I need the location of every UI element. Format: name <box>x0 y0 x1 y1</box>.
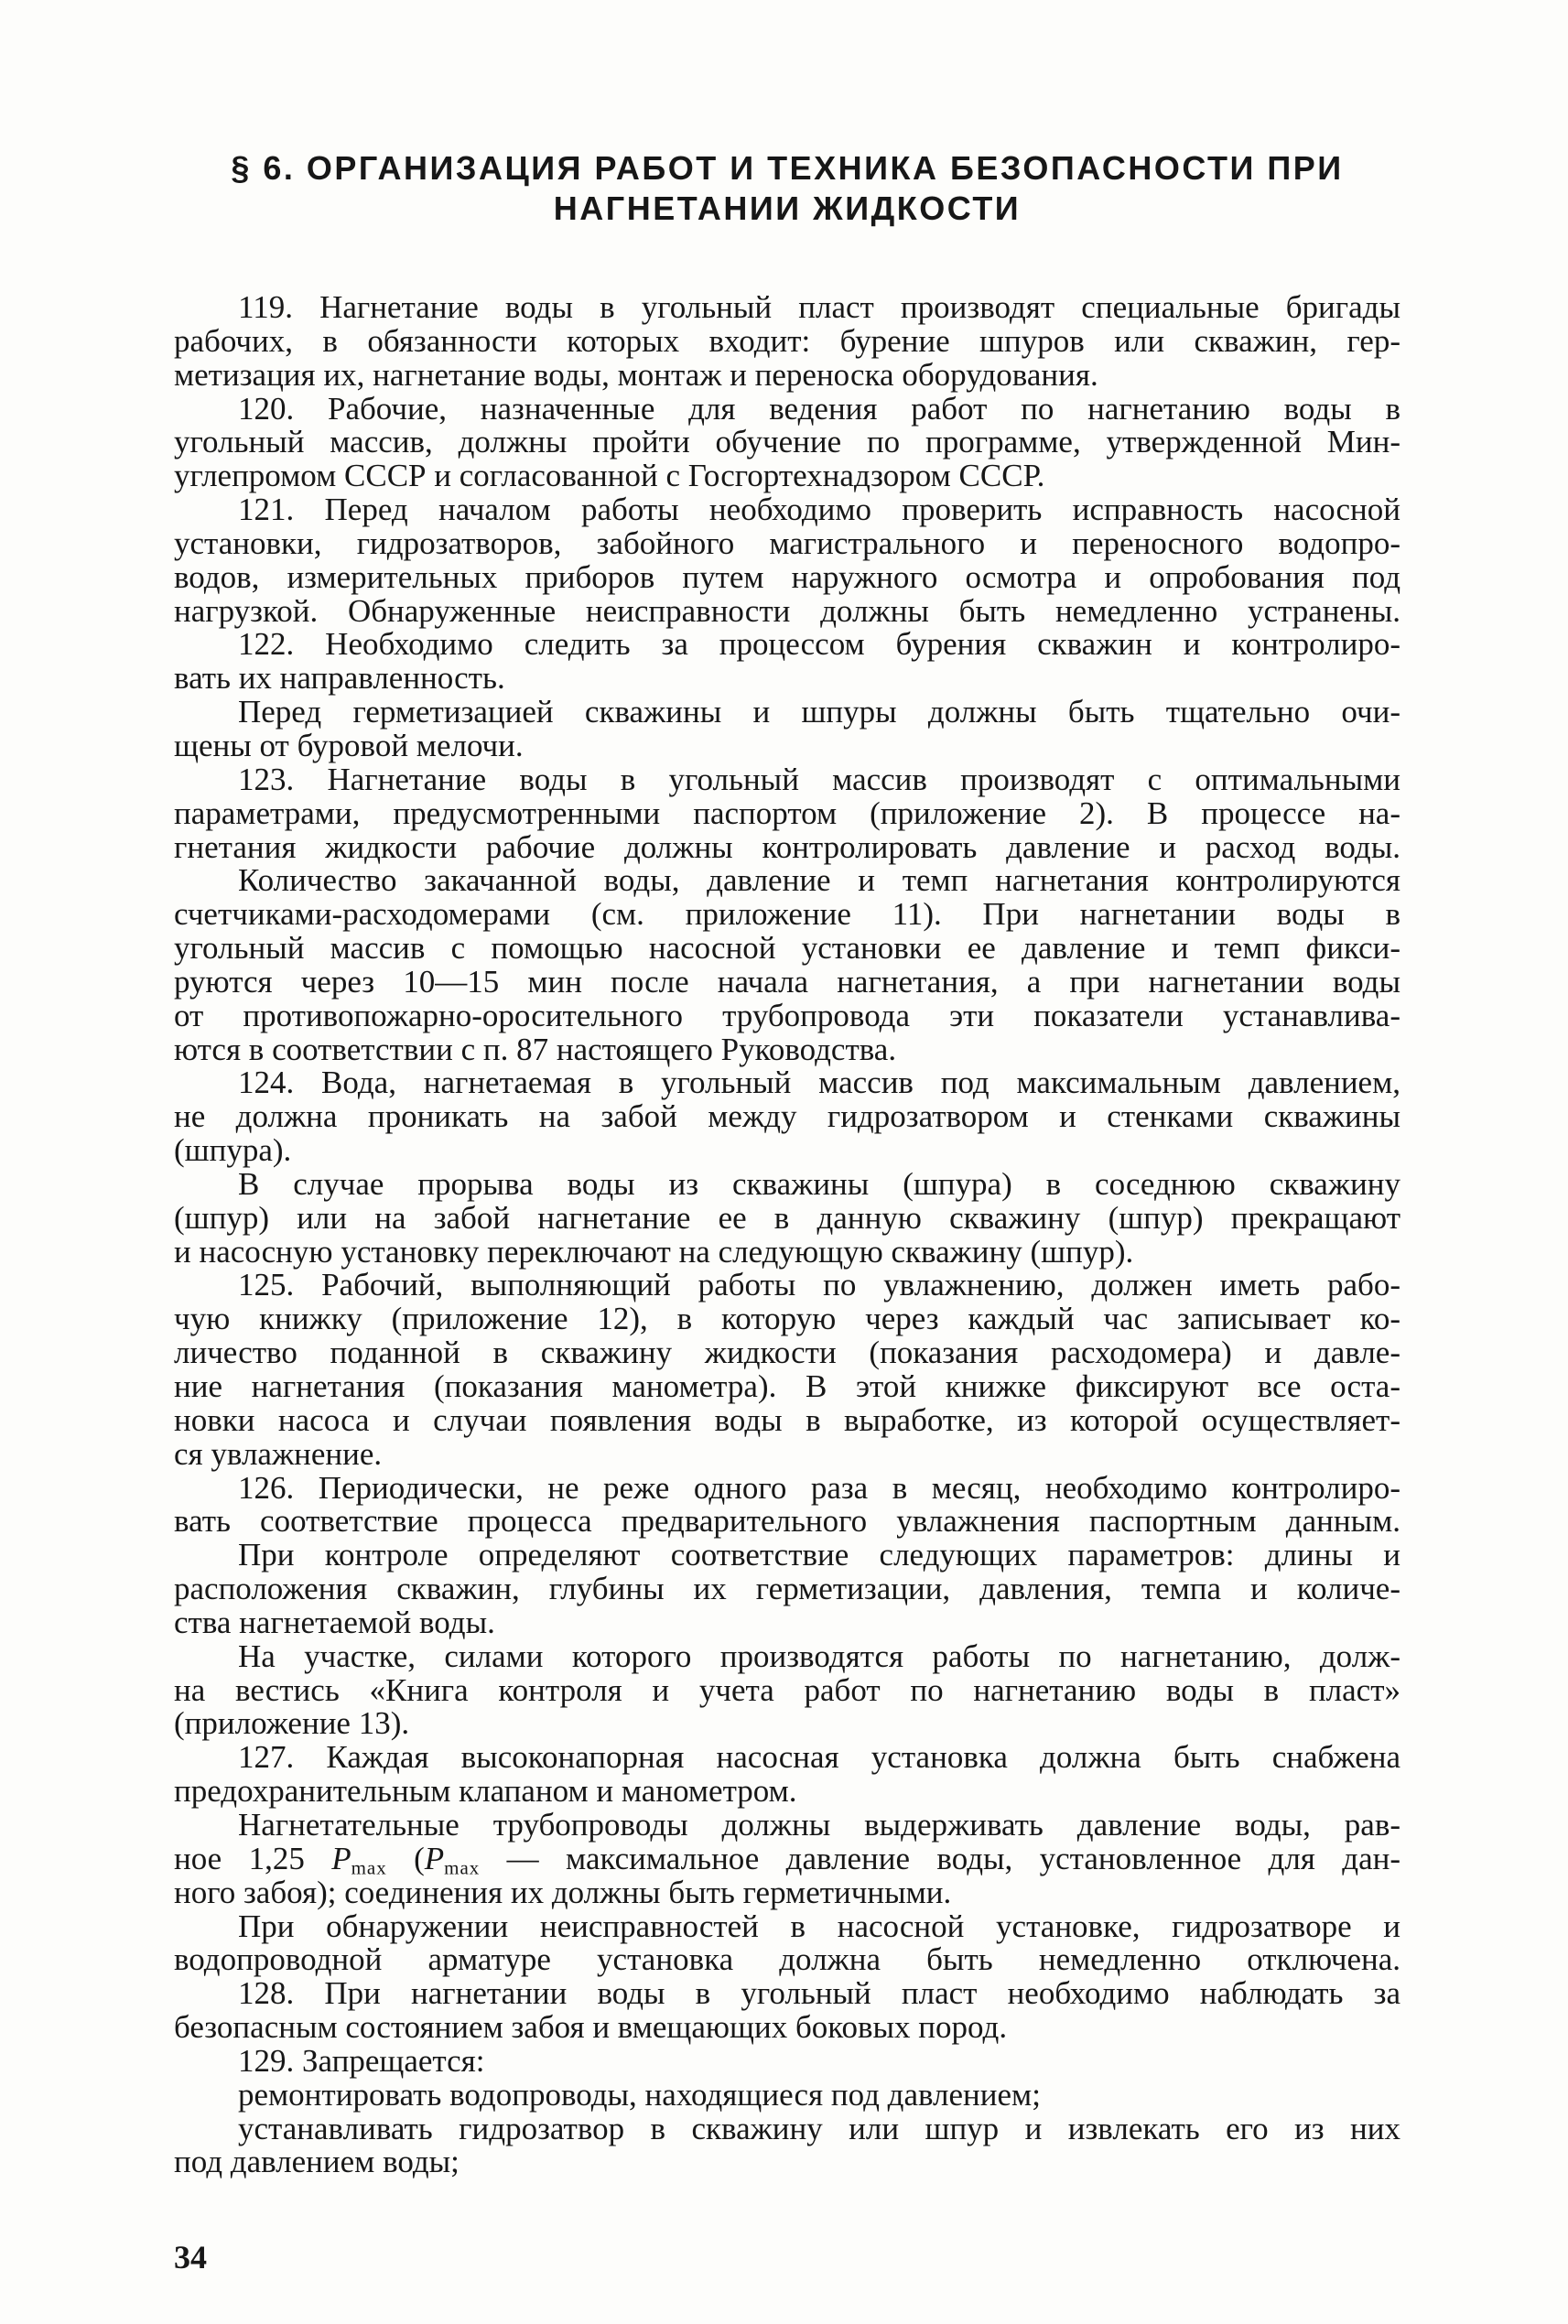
text-line: рабочих, в обязанности которых входит: бурение шпуров или скважин, гер- <box>174 322 1400 359</box>
text-line: ремонтировать водопроводы, находящиеся под давлением; <box>238 2076 1041 2113</box>
text-line: параметрами, предусмотренными паспортом (приложение 2). В процессе на- <box>174 794 1400 831</box>
text-line: личество поданной в скважину жидкости (показания расходомера) и давле- <box>174 1335 1400 1371</box>
text-line: 129. Запрещается: <box>238 2042 485 2079</box>
text-line: на вестись «Книга контроля и учета работ по нагнетанию воды в пласт» <box>174 1671 1400 1708</box>
text-line: 122. Необходимо следить за процессом бурения скважин и контролиро- <box>238 626 1400 663</box>
text-line: вать их направленность. <box>174 660 505 697</box>
text-line: счетчиками-расходомерами (см. приложение 11). При нагнетании воды в <box>174 896 1400 933</box>
text-line: расположения скважин, глубины их герметизации, давления, темпа и количе- <box>174 1571 1400 1607</box>
text-line: водов, измерительных приборов путем наружного осмотра и опробования под <box>174 558 1400 595</box>
text-segment: ное 1,25 <box>174 1840 332 1876</box>
text-line: 123. Нагнетание воды в угольный массив производят с оптимальными <box>238 761 1400 797</box>
clause-124 <box>174 1066 1400 1168</box>
pressure-subscript: max <box>444 1856 481 1879</box>
list-item <box>174 2076 1400 2113</box>
text-line: 121. Перед началом работы необходимо проверить исправность насосной <box>238 492 1400 528</box>
text-line-formula <box>174 1840 1400 1879</box>
paragraph <box>174 1165 1400 1270</box>
text-line: 126. Периодически, не реже одного раза в месяц, необходимо контролиро- <box>238 1469 1400 1506</box>
text-line: 119. Нагнетание воды в угольный пласт производят специальные бригады <box>238 289 1400 325</box>
text-line: и насосную установку переключают на следующую скважину (шпур). <box>174 1233 1134 1270</box>
clause-129 <box>174 2042 1400 2079</box>
text-line: 125. Рабочий, выполняющий работы по увлажнению, должен иметь рабо- <box>238 1267 1400 1303</box>
text-line: 120. Рабочие, назначенные для ведения работ по нагнетанию воды в <box>238 390 1400 427</box>
clause-122 <box>174 628 1400 696</box>
paragraph <box>174 1910 1400 1978</box>
text-segment: — максимальное давление воды, установленное для дан- <box>480 1840 1400 1876</box>
text-line: Нагнетательные трубопроводы должны выдерживать давление воды, рав- <box>238 1806 1400 1843</box>
text-line: угольный массив с помощью насосной установки ее давление и темп фикси- <box>174 930 1400 967</box>
clause-119 <box>174 291 1400 393</box>
text-line: В случае прорыва воды из скважины (шпура) в соседнюю скважину <box>238 1165 1400 1202</box>
text-line: На участке, силами которого производятся работы по нагнетанию, долж- <box>238 1638 1400 1674</box>
text-line: устанавливать гидрозатвор в скважину или шпур и извлекать его из них <box>238 2110 1400 2146</box>
pressure-symbol: P <box>424 1840 445 1876</box>
text-line: 128. При нагнетании воды в угольный пласт необходимо наблюдать за <box>238 1975 1400 2012</box>
text-line: под давлением воды; <box>174 2144 460 2180</box>
text-line: углепромом СССР и согласованной с Госгортехнадзором СССР. <box>174 458 1045 494</box>
text-segment: ( <box>386 1840 425 1876</box>
section-title-line: § 6. ОРГАНИЗАЦИЯ РАБОТ И ТЕХНИКА БЕЗОПАСНОСТИ ПРИ <box>231 149 1344 187</box>
text-line: При обнаружении неисправностей в насосной установке, гидрозатворе и <box>238 1908 1400 1944</box>
text-line: метизация их, нагнетание воды, монтаж и переноска оборудования. <box>174 356 1098 393</box>
section-title <box>174 148 1400 229</box>
section-title-line: НАГНЕТАНИИ ЖИДКОСТИ <box>553 189 1022 227</box>
paragraph <box>174 864 1400 1066</box>
text-line: установки, гидрозатворов, забойного магистрального и переносного водопро- <box>174 524 1400 561</box>
list-item <box>174 2110 1400 2180</box>
pressure-subscript: max <box>351 1856 387 1879</box>
text-line: ства нагнетаемой воды. <box>174 1604 495 1640</box>
text-line: ного забоя); соединения их должны быть герметичными. <box>174 1874 952 1910</box>
clause-123 <box>174 763 1400 865</box>
text-line: безопасным состоянием забоя и вмещающих боковых пород. <box>174 2009 1008 2046</box>
text-line: нагрузкой. Обнаруженные неисправности должны быть немедленно устранены. <box>174 592 1400 629</box>
clause-128 <box>174 1977 1400 2045</box>
text-line: При контроле определяют соответствие следующих параметров: длины и <box>238 1537 1400 1573</box>
clause-126 <box>174 1469 1400 1540</box>
text-line: ся увлажнение. <box>174 1435 383 1472</box>
text-line: от противопожарно-оросительного трубопровода эти показатели устанавлива- <box>174 997 1400 1033</box>
text-line: гнетания жидкости рабочие должны контролировать давление и расход воды. <box>174 828 1400 865</box>
paragraph <box>174 1806 1400 1910</box>
clause-127 <box>174 1741 1400 1809</box>
clause-120 <box>174 390 1400 494</box>
paragraph <box>174 1640 1400 1742</box>
text-line: вать соответствие процесса предварительного увлажнения паспортным данным. <box>174 1503 1400 1540</box>
paragraph <box>174 1539 1400 1640</box>
text-line: (приложение 13). <box>174 1705 410 1742</box>
text-line: ются в соответствии с п. 87 настоящего Руководства. <box>174 1031 897 1067</box>
paragraph <box>174 696 1400 763</box>
page-number: 34 <box>174 2239 207 2275</box>
text-line: ние нагнетания (показания манометра). В этой книжке фиксируют все оста- <box>174 1368 1400 1404</box>
body-text <box>174 291 1400 2179</box>
text-line: Перед герметизацией скважины и шпуры должны быть тщательно очи- <box>238 694 1400 730</box>
clause-121 <box>174 493 1400 628</box>
text-line: Количество закачанной воды, давление и темп нагнетания контролируются <box>238 862 1400 899</box>
text-line: предохранительным клапаном и манометром. <box>174 1773 797 1810</box>
text-line: водопроводной арматуре установка должна быть немедленно отключена. <box>174 1941 1400 1978</box>
text-line: угольный массив, должны пройти обучение по программе, утвержденной Мин- <box>174 424 1400 460</box>
text-line: (шпура). <box>174 1132 292 1169</box>
pressure-symbol: P <box>331 1840 351 1876</box>
text-line: (шпур) или на забой нагнетание ее в данную скважину (шпур) прекращают <box>174 1199 1400 1236</box>
text-line: руются через 10—15 мин после начала нагнетания, а при нагнетании воды <box>174 963 1400 1000</box>
text-line: новки насоса и случаи появления воды в выработке, из которой осуществляет- <box>174 1401 1400 1438</box>
clause-125 <box>174 1269 1400 1471</box>
text-line: щены от буровой мелочи. <box>174 727 524 763</box>
text-line: 127. Каждая высоконапорная насосная установка должна быть снабжена <box>238 1739 1400 1776</box>
text-line: 124. Вода, нагнетаемая в угольный массив под максимальным давлением, <box>238 1065 1400 1101</box>
text-line: чую книжку (приложение 12), в которую через каждый час записывает ко- <box>174 1301 1400 1337</box>
text-line: не должна проникать на забой между гидрозатвором и стенками скважины <box>174 1098 1400 1135</box>
